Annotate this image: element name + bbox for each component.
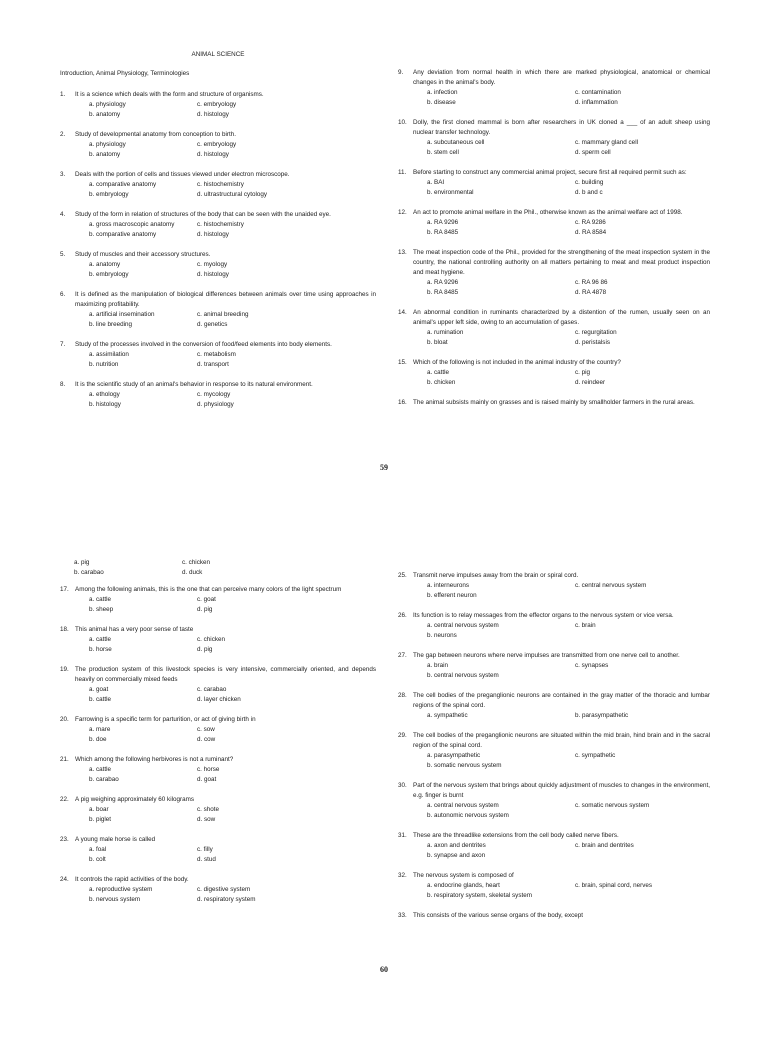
option: a. RA 9296 [427, 279, 459, 286]
question-stem: The meat inspection code of the Phil., provided for the strengthening of the meat inspection system in the country, the national controlling authority on all matters pertaining to meat and meat product inspection and meat hygiene. [413, 249, 710, 276]
option: c. RA 9286 [575, 219, 606, 226]
option: a. cattle [427, 369, 450, 376]
answer-options [75, 765, 376, 785]
answer-options [75, 310, 376, 330]
question-stem: Among the following animals, this is the one that can perceive many colors of the light spectrum [75, 586, 342, 593]
question-stem: Which among the following herbivores is not a ruminant? [75, 756, 234, 763]
option: a. gross macroscopic anatomy [89, 221, 175, 228]
answer-options [413, 621, 710, 641]
option: b. piglet [89, 816, 112, 823]
option: b. line breeding [89, 321, 133, 328]
question-item [398, 168, 710, 198]
option: d. layer chicken [197, 696, 241, 703]
question-number: 16. [398, 399, 407, 406]
option: b. parasympathetic [575, 712, 629, 719]
option: a. endocrine glands, heart [427, 882, 500, 889]
option: d. physiology [197, 401, 234, 408]
option: c. RA 96 86 [575, 279, 608, 286]
question-number: 22. [60, 796, 69, 803]
question-item [398, 208, 710, 238]
option: b. chicken [427, 379, 456, 386]
option: c. regurgitation [575, 329, 617, 336]
option: d. transport [197, 361, 229, 368]
answer-options [75, 805, 376, 825]
question-number: 14. [398, 309, 407, 316]
question-item [398, 611, 710, 641]
option: b. nervous system [89, 896, 141, 903]
question-item [398, 358, 710, 388]
option: a. comparative anatomy [89, 181, 157, 188]
answer-options [413, 278, 710, 298]
option: d. histology [197, 111, 229, 118]
option [575, 761, 710, 771]
option: d. histology [197, 231, 229, 238]
option: c. chicken [182, 559, 210, 566]
question-stem: The animal subsists mainly on grasses and is raised mainly by smallholder farmers in the rural areas. [413, 399, 695, 406]
question-stem: An abnormal condition in ruminants characterized by a distention of the rumen, usually seen on an animal's upper left side, owing to an accumulation of gases. [413, 309, 710, 326]
option: c. filly [197, 846, 213, 853]
question-number: 30. [398, 782, 407, 789]
question-item [60, 755, 376, 785]
carryover-options [60, 558, 376, 578]
option: d. inflammation [575, 99, 618, 106]
answer-options [413, 328, 710, 348]
option: c. somatic nervous system [575, 802, 650, 809]
question-item [398, 398, 710, 408]
option: c. mycology [197, 391, 231, 398]
question-list [398, 571, 710, 921]
question-item [60, 715, 376, 745]
question-number: 11. [398, 169, 407, 176]
question-stem: Study of the processes involved in the conversion of food/feed elements into body elements. [75, 341, 332, 348]
question-stem: It is the scientific study of an animal's behavior in response to its natural environment. [75, 381, 313, 388]
option: a. cattle [89, 636, 112, 643]
option: b. RA 8485 [427, 229, 459, 236]
answer-options [413, 801, 710, 821]
option: b. cattle [89, 696, 112, 703]
document-title: ANIMAL SCIENCE [191, 51, 245, 58]
question-stem: Study of the form in relation of structures of the body that can be seen with the unaided eye. [75, 211, 331, 218]
option: c. brain [575, 622, 596, 629]
option: a. anatomy [89, 261, 121, 268]
option: c. myology [197, 261, 228, 268]
option: d. reindeer [575, 379, 606, 386]
option: b. comparative anatomy [89, 231, 157, 238]
question-stem: Farrowing is a specific term for parturition, or act of giving birth in [75, 716, 256, 723]
option: b. embryology [89, 271, 129, 278]
option: d. b and c [575, 189, 603, 196]
option: a. cattle [89, 596, 112, 603]
answer-options [413, 178, 710, 198]
question-number: 20. [60, 716, 69, 723]
option: d. cow [197, 736, 216, 743]
answer-options [413, 751, 710, 771]
option: b. bloat [427, 339, 448, 346]
option [575, 591, 710, 601]
option: a. sympathetic [427, 712, 468, 719]
option: a. mare [89, 726, 111, 733]
option: b. stem cell [427, 149, 459, 156]
option: a. subcutaneous cell [427, 139, 485, 146]
option: a. BAI [427, 179, 445, 186]
page-60-right-column [398, 558, 710, 921]
option: a. foal [89, 846, 107, 853]
option: d. peristalsis [575, 339, 610, 346]
question-item [398, 118, 710, 158]
question-number: 33. [398, 912, 407, 919]
question-stem: This animal has a very poor sense of taste [75, 626, 194, 633]
option: d. RA 8584 [575, 229, 607, 236]
section-subheading: Introduction, Animal Physiology, Terminologies [60, 70, 190, 77]
question-number: 2. [60, 131, 66, 138]
question-number: 18. [60, 626, 69, 633]
question-number: 3. [60, 171, 66, 178]
option: b. anatomy [89, 111, 121, 118]
option: d. pig [197, 646, 213, 653]
question-number: 17. [60, 586, 69, 593]
option: c. embryology [197, 141, 237, 148]
question-stem: A pig weighing approximately 60 kilograms [75, 796, 195, 803]
option: b. somatic nervous system [427, 762, 502, 769]
option: a. central nervous system [427, 622, 499, 629]
option: c. mammary gland cell [575, 139, 638, 146]
question-stem: Study of developmental anatomy from conception to birth. [75, 131, 237, 138]
question-stem: It is defined as the manipulation of biological differences between animals over time using approaches in maximizing profitability. [75, 291, 376, 308]
option: d. sow [197, 816, 216, 823]
question-item [398, 871, 710, 901]
question-number: 9. [398, 69, 404, 76]
question-list [60, 585, 376, 905]
option: b. colt [89, 856, 106, 863]
question-number: 6. [60, 291, 66, 298]
option: b. disease [427, 99, 456, 106]
option: a. physiology [89, 141, 126, 148]
question-number: 24. [60, 876, 69, 883]
question-number: 32. [398, 872, 407, 879]
option: d. histology [197, 151, 229, 158]
question-item [398, 571, 710, 601]
answer-options [413, 88, 710, 108]
question-number: 4. [60, 211, 66, 218]
option: c. histochemistry [197, 181, 244, 188]
question-stem: These are the threadlike extensions from the cell body called nerve fibers. [413, 832, 619, 839]
option [575, 631, 710, 641]
question-stem: Which of the following is not included in the animal industry of the country? [413, 359, 621, 366]
answer-options [413, 711, 710, 721]
answer-options [75, 390, 376, 410]
question-item [60, 875, 376, 905]
option: b. nutrition [89, 361, 119, 368]
question-number: 21. [60, 756, 69, 763]
question-stem: Study of muscles and their accessory structures. [75, 251, 211, 258]
page-59-left-column [60, 50, 376, 410]
question-stem: The gap between neurons where nerve impulses are transmitted from one nerve cell to another. [413, 652, 680, 659]
question-item [398, 781, 710, 821]
option: d. stud [197, 856, 216, 863]
option: d. respiratory system [197, 896, 256, 903]
option: c. histochemistry [197, 221, 244, 228]
option: b. environmental [427, 189, 474, 196]
option: b. sheep [89, 606, 114, 613]
question-number: 28. [398, 692, 407, 699]
question-number: 5. [60, 251, 66, 258]
question-item [60, 130, 376, 160]
question-list [398, 68, 710, 408]
question-stem: Before starting to construct any commercial animal project, secure first all required permit such as: [413, 169, 687, 176]
option: a. reproductive system [89, 886, 153, 893]
option: a. infection [427, 89, 458, 96]
answer-options [413, 581, 710, 601]
question-stem: A young male horse is called [75, 836, 156, 843]
question-stem: It is a science which deals with the form and structure of organisms. [75, 91, 264, 98]
answer-options [413, 881, 710, 901]
answer-options [413, 661, 710, 681]
answer-options [413, 218, 710, 238]
option: a. cattle [89, 766, 112, 773]
answer-options [413, 138, 710, 158]
option: a. ethology [89, 391, 120, 398]
option [575, 851, 710, 861]
option: c. metabolism [197, 351, 236, 358]
question-number: 13. [398, 249, 407, 256]
option: b. histology [89, 401, 121, 408]
option: c. digestive system [197, 886, 251, 893]
option: d. genetics [197, 321, 228, 328]
question-item [60, 835, 376, 865]
option: b. neurons [427, 632, 457, 639]
question-item [60, 340, 376, 370]
option: a. brain [427, 662, 449, 669]
question-item [398, 731, 710, 771]
option: a. axon and dentrites [427, 842, 486, 849]
question-stem: The nervous system is composed of [413, 872, 514, 879]
option: d. histology [197, 271, 229, 278]
question-item [60, 625, 376, 655]
question-number: 1. [60, 91, 66, 98]
option: b. anatomy [89, 151, 121, 158]
question-stem: Its function is to relay messages from the effector organs to the nervous system or vice versa. [413, 612, 674, 619]
page-59 [0, 50, 768, 530]
question-item [60, 380, 376, 410]
option: c. sympathetic [575, 752, 616, 759]
option: b. central nervous system [427, 672, 499, 679]
option: a. parasympathetic [427, 752, 481, 759]
question-number: 15. [398, 359, 407, 366]
option: b. embryology [89, 191, 129, 198]
option: d. pig [197, 606, 213, 613]
question-stem: Deals with the portion of cells and tissues viewed under electron microscope. [75, 171, 290, 178]
option [575, 671, 710, 681]
option: b. autonomic nervous system [427, 812, 509, 819]
page-number: 60 [380, 965, 388, 974]
question-number: 19. [60, 666, 69, 673]
option: c. central nervous system [575, 582, 647, 589]
option: d. RA 4878 [575, 289, 607, 296]
option: b. RA 8485 [427, 289, 459, 296]
answer-options [75, 180, 376, 200]
option: a. goat [89, 686, 109, 693]
page-number: 59 [380, 463, 388, 472]
question-item [60, 170, 376, 200]
answer-options [75, 100, 376, 120]
option: c. chicken [197, 636, 225, 643]
question-number: 8. [60, 381, 66, 388]
option: b. carabao [74, 569, 104, 576]
answer-options [75, 725, 376, 745]
option: a. physiology [89, 101, 126, 108]
question-list [60, 90, 376, 410]
option: c. carabao [197, 686, 227, 693]
question-item [398, 308, 710, 348]
option: a. pig [74, 559, 90, 566]
option: c. brain, spinal cord, nerves [575, 882, 652, 889]
option [575, 891, 710, 901]
answer-options [75, 350, 376, 370]
option: c. sow [197, 726, 215, 733]
question-number: 27. [398, 652, 407, 659]
option: c. horse [197, 766, 220, 773]
option: c. building [575, 179, 604, 186]
option: c. pig [575, 369, 591, 376]
question-number: 29. [398, 732, 407, 739]
answer-options [413, 368, 710, 388]
option: b. synapse and axon [427, 852, 486, 859]
question-number: 10. [398, 119, 407, 126]
question-item [60, 290, 376, 330]
question-stem: An act to promote animal welfare in the Phil., otherwise known as the animal welfare act of 1998. [413, 209, 683, 216]
option: d. duck [182, 569, 203, 576]
option: b. efferent neuron [427, 592, 477, 599]
option: d. ultrastructural cytology [197, 191, 267, 198]
question-item [60, 585, 376, 615]
option: a. interneurons [427, 582, 470, 589]
question-item [60, 795, 376, 825]
option [575, 811, 710, 821]
option: d. goat [197, 776, 217, 783]
question-number: 23. [60, 836, 69, 843]
question-stem: The production system of this livestock species is very intensive, commercially oriented, and depends heavily on commercially mixed feeds [75, 666, 376, 683]
question-item [60, 210, 376, 240]
question-number: 31. [398, 832, 407, 839]
question-item [398, 831, 710, 861]
question-number: 12. [398, 209, 407, 216]
option: c. embryology [197, 101, 237, 108]
option: c. brain and dentrites [575, 842, 634, 849]
option: c. shote [197, 806, 220, 813]
answer-options [413, 841, 710, 861]
answer-options [75, 685, 376, 705]
question-number: 25. [398, 572, 407, 579]
option: a. central nervous system [427, 802, 499, 809]
question-item [60, 90, 376, 120]
answer-options [75, 260, 376, 280]
question-number: 7. [60, 341, 66, 348]
option: b. carabao [89, 776, 119, 783]
option: c. contamination [575, 89, 621, 96]
question-item [398, 68, 710, 108]
question-item [398, 911, 710, 921]
option: c. goat [197, 596, 216, 603]
answer-options [75, 885, 376, 905]
question-stem: It controls the rapid activities of the body. [75, 876, 189, 883]
option: b. respiratory system, skeletal system [427, 892, 532, 899]
question-item [398, 248, 710, 298]
question-item [398, 651, 710, 681]
option: c. synapses [575, 662, 609, 669]
answer-options [75, 595, 376, 615]
option: d. sperm cell [575, 149, 611, 156]
question-stem: Transmit nerve impulses away from the brain or spiral cord. [413, 572, 579, 579]
question-stem: The cell bodies of the preganglionic neurons are contained in the gray matter of the thoracic and lumbar regions of the spinal cord. [413, 692, 710, 709]
question-stem: This consists of the various sense organs of the body, except [413, 912, 583, 919]
option: b. horse [89, 646, 112, 653]
answer-options [75, 140, 376, 160]
question-stem: Any deviation from normal health in which there are marked physiological, anatomical or chemical changes in the animal's body. [413, 69, 710, 86]
question-stem: Dolly, the first cloned mammal is born after researchers in UK cloned a ___ of an adult sheep using nuclear transfer technology. [413, 119, 710, 136]
question-stem: The cell bodies of the preganglionic neurons are situated within the mid brain, hind brain and in the sacral region of the spinal cord. [413, 732, 710, 749]
option: a. assimilation [89, 351, 129, 358]
option: b. doe [89, 736, 107, 743]
question-stem: Part of the nervous system that brings about quickly adjustment of muscles to changes in the environment, e.g. finger is burnt [413, 782, 710, 799]
page-59-right-column [398, 50, 710, 408]
option: c. animal breeding [197, 311, 249, 318]
option: a. rumination [427, 329, 464, 336]
option: a. RA 9296 [427, 219, 459, 226]
question-item [398, 691, 710, 721]
question-item [60, 250, 376, 280]
page-60-left-column [60, 558, 376, 905]
answer-options [75, 220, 376, 240]
question-item [60, 665, 376, 705]
answer-options [75, 845, 376, 865]
option: a. artificial insemination [89, 311, 155, 318]
option: a. boar [89, 806, 109, 813]
question-number: 26. [398, 612, 407, 619]
answer-options [75, 635, 376, 655]
